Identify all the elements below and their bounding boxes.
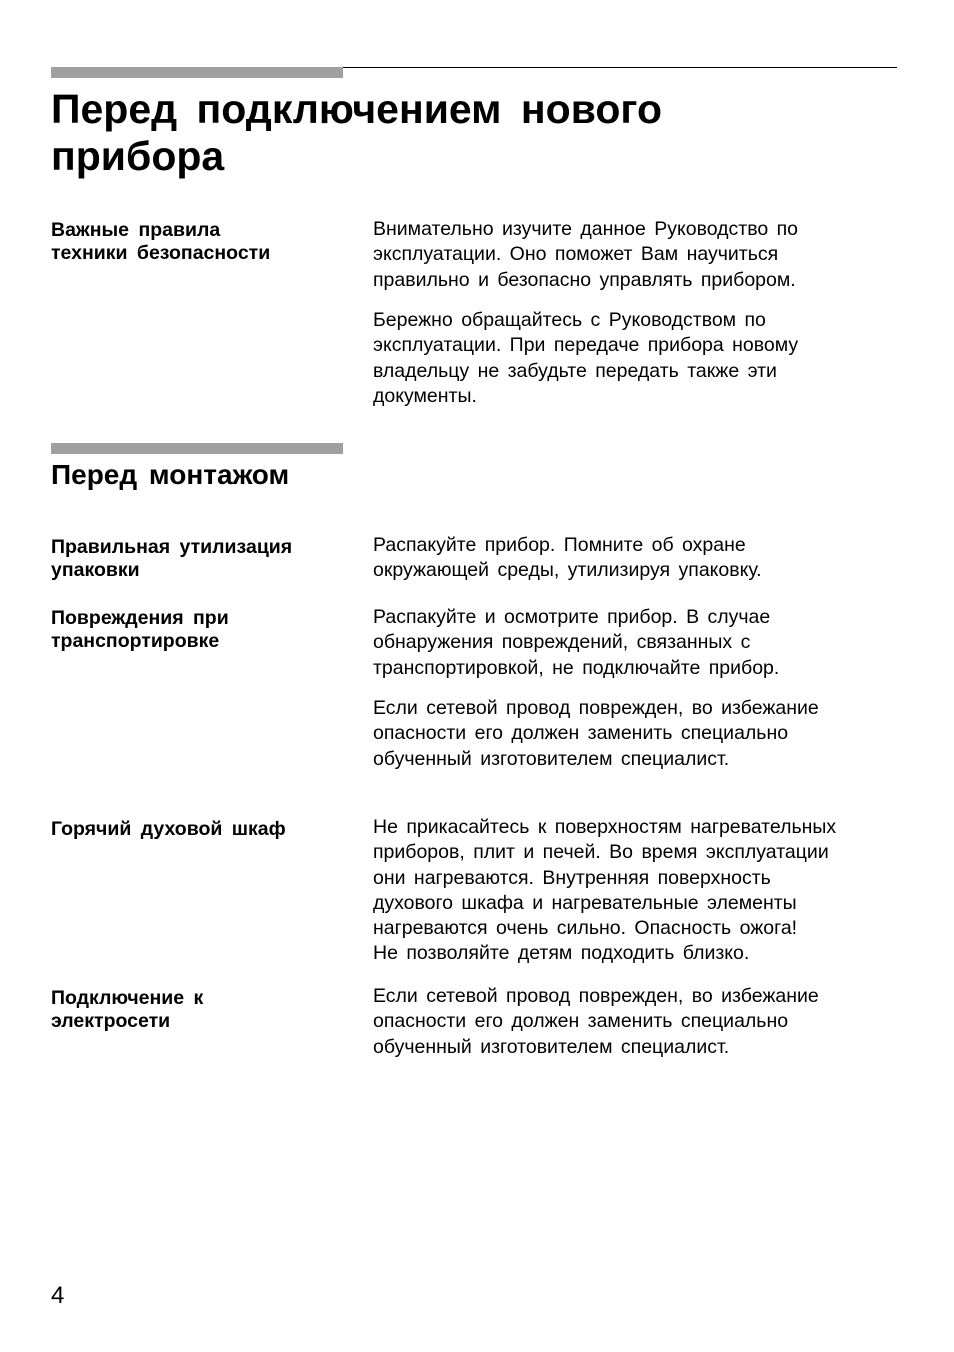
text-line: эксплуатации. При передаче прибора новому <box>373 334 799 357</box>
text-line: владельцу не забудьте передать также эти <box>373 359 777 382</box>
label-line: Повреждения при <box>51 607 229 629</box>
text-line: обученный изготовителем специалист. <box>373 747 730 770</box>
label-line: техники безопасности <box>51 242 271 264</box>
label-line: упаковки <box>51 559 140 581</box>
text-line: Распакуйте прибор. Помните об охране <box>373 534 746 556</box>
text-line: духового шкафа и нагревательные элементы <box>373 891 797 914</box>
text-line: они нагреваются. Внутренняя поверхность <box>373 866 771 889</box>
label-line: электросети <box>51 1010 171 1032</box>
text-line: документы. <box>373 384 477 407</box>
header-rule <box>343 67 897 68</box>
power-connection-label <box>51 987 351 1033</box>
text-line: Внимательно изучите данное Руководство по <box>373 218 799 240</box>
label-line: транспортировке <box>51 630 220 652</box>
label-line: Правильная утилизация <box>51 536 293 558</box>
text-line: нагреваются очень сильно. Опасность ожога! <box>373 917 798 940</box>
text-line: опасности его должен заменить специально <box>373 722 789 745</box>
label-line: Подключение к <box>51 987 204 1009</box>
text-line: Не прикасайтесь к поверхностям нагревательных <box>373 816 837 838</box>
page-title-line: Перед подключением нового <box>51 86 663 132</box>
transport-paragraph <box>373 605 913 681</box>
text-line: Не позволяйте детям подходить близко. <box>373 942 750 965</box>
packaging-paragraph <box>373 533 913 584</box>
text-line: транспортировкой, не подключайте прибор. <box>373 656 780 679</box>
text-line: Бережно обращайтесь с Руководством по <box>373 309 766 331</box>
packaging-disposal-label <box>51 536 351 582</box>
safety-rules-label <box>51 219 351 265</box>
manual-keep-paragraph <box>373 308 913 409</box>
text-line: опасности его должен заменить специально <box>373 1010 789 1033</box>
text-line: окружающей среды, утилизируя упаковку. <box>373 559 762 582</box>
page-number: 4 <box>51 1282 65 1309</box>
text-line: обнаружения повреждений, связанных с <box>373 631 751 654</box>
section-heading: Перед монтажом <box>51 459 290 490</box>
hot-oven-label <box>51 818 351 841</box>
text-line: Распакуйте и осмотрите прибор. В случае <box>373 606 771 628</box>
text-line: приборов, плит и печей. Во время эксплуатации <box>373 841 829 864</box>
label-line: Горячий духовой шкаф <box>51 818 286 840</box>
power-connection-paragraph <box>373 984 913 1060</box>
text-line: Если сетевой провод поврежден, во избежание <box>373 985 819 1007</box>
section-divider-bar-top <box>51 67 343 78</box>
page-title-line: прибора <box>51 133 225 179</box>
text-line: правильно и безопасно управлять прибором. <box>373 268 796 291</box>
section-divider-bar <box>51 443 343 454</box>
cable-damage-paragraph <box>373 696 913 772</box>
label-line: Важные правила <box>51 219 221 241</box>
text-line: обученный изготовителем специалист. <box>373 1035 730 1058</box>
text-line: Если сетевой провод поврежден, во избежание <box>373 697 819 719</box>
manual-read-paragraph <box>373 217 913 293</box>
hot-oven-paragraph <box>373 815 913 967</box>
text-line: эксплуатации. Оно поможет Вам научиться <box>373 243 779 266</box>
transport-damage-label <box>51 607 351 653</box>
page-title <box>51 86 871 180</box>
